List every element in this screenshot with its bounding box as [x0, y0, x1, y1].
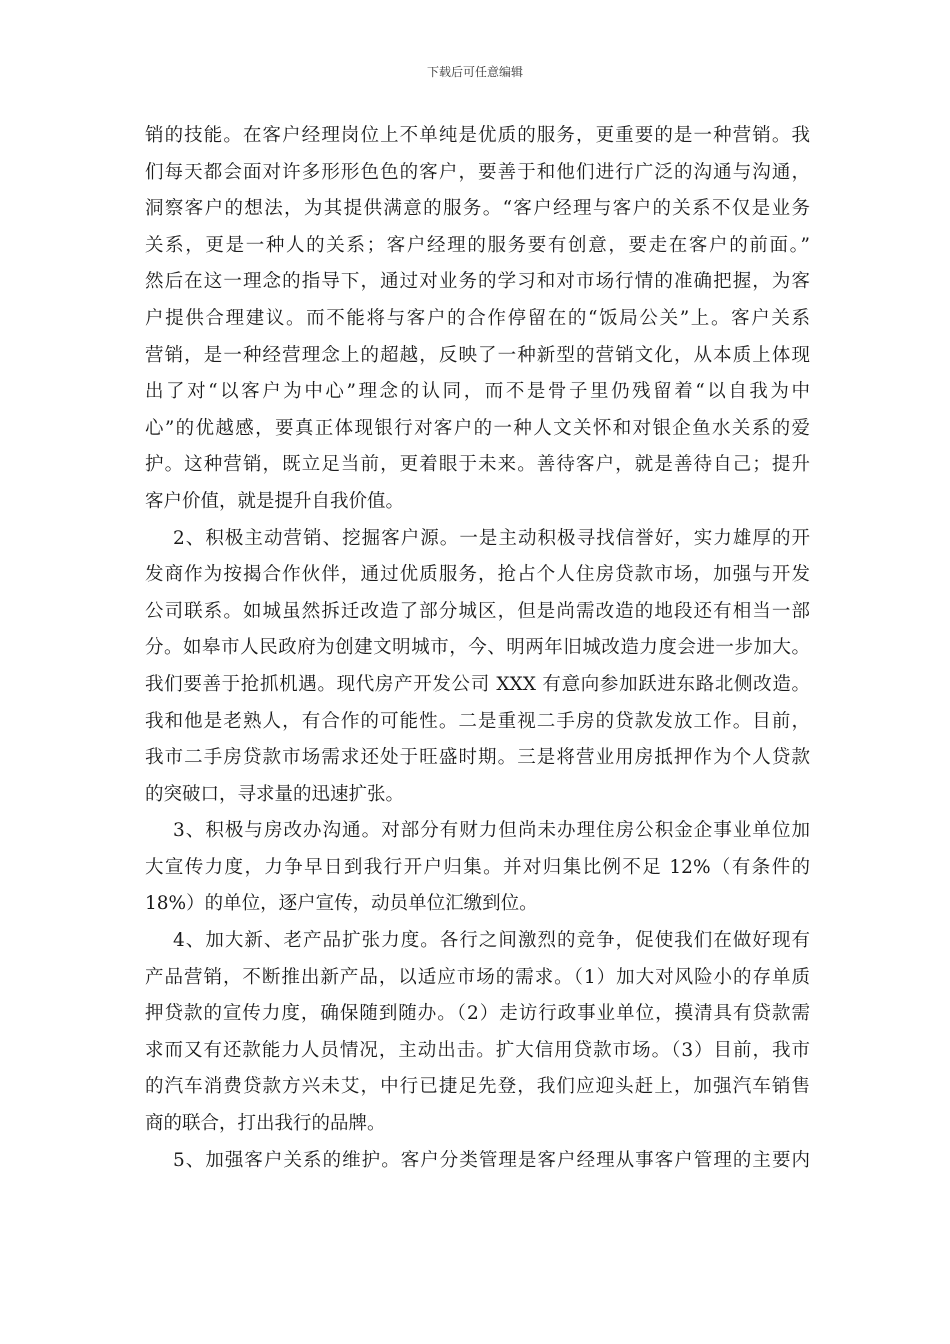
text-line: 关系，更是一种人的关系；客户经理的服务要有创意，要走在客户的前面。”: [145, 234, 810, 256]
text-line: 出了对“以客户为中心”理念的认同，而不是骨子里仍残留着“以自我为中: [145, 381, 810, 403]
text-line: 的汽车消费贷款方兴未艾，中行已捷足先登，我们应迎头赶上，加强汽车销售: [145, 1076, 810, 1098]
page-header: 下载后可任意编辑: [426, 65, 523, 79]
text-line: 户提供合理建议。而不能将与客户的合作停留在的“饭局公关”上。客户关系: [145, 307, 810, 329]
text-line: 我和他是老熟人，有合作的可能性。二是重视二手房的贷款发放工作。目前，: [145, 710, 810, 732]
text-line: 我市二手房贷款市场需求还处于旺盛时期。三是将营业用房抵押作为个人贷款: [145, 747, 810, 769]
text-line: 护。这种营销，既立足当前，更着眼于未来。善待客户，就是善待自己；提升: [145, 454, 810, 476]
text-line: 5、加强客户关系的维护。客户分类管理是客户经理从事客户管理的主要内: [173, 1149, 810, 1171]
text-line: 求而又有还款能力人员情况，主动出击。扩大信用贷款市场。（3）目前，我市: [145, 1039, 810, 1061]
text-line: 客户价值，就是提升自我价值。: [145, 490, 405, 512]
text-line: 营销，是一种经营理念上的超越，反映了一种新型的营销文化，从本质上体现: [145, 344, 810, 366]
text-line: 分。如皋市人民政府为创建文明城市，今、明两年旧城改造力度会进一步加大。: [145, 637, 810, 659]
text-line: 洞察客户的想法，为其提供满意的服务。“客户经理与客户的关系不仅是业务: [145, 198, 810, 220]
text-line: 公司联系。如城虽然拆迁改造了部分城区，但是尚需改造的地段还有相当一部: [145, 600, 810, 622]
text-line: 商的联合，打出我行的品牌。: [145, 1113, 386, 1135]
text-line: 们每天都会面对许多形形色色的客户，要善于和他们进行广泛的沟通与沟通，: [145, 161, 810, 183]
text-line: 心”的优越感，要真正体现银行对客户的一种人文关怀和对银企鱼水关系的爱: [145, 417, 810, 439]
text-line: 4、加大新、老产品扩张力度。各行之间激烈的竞争，促使我们在做好现有: [173, 930, 810, 952]
text-line: 我们要善于抢抓机遇。现代房产开发公司 XXX 有意向参加跃进东路北侧改造。: [145, 673, 810, 695]
text-line: 大宣传力度，力争早日到我行开户归集。并对归集比例不足 12%（有条件的: [145, 856, 810, 878]
text-line: 的突破口，寻求量的迅速扩张。: [145, 783, 405, 805]
text-line: 发商作为按揭合作伙伴，通过优质服务，抢占个人住房贷款市场，加强与开发: [145, 564, 810, 586]
text-line: 产品营销，不断推出新产品，以适应市场的需求。（1）加大对风险小的存单质: [145, 966, 810, 988]
text-line: 3、积极与房改办沟通。对部分有财力但尚未办理住房公积金企事业单位加: [173, 820, 810, 842]
text-line: 销的技能。在客户经理岗位上不单纯是优质的服务，更重要的是一种营销。我: [145, 125, 810, 146]
text-line: 押贷款的宣传力度，确保随到随办。（2）走访行政事业单位，摸清具有贷款需: [145, 1003, 810, 1025]
text-line: 然后在这一理念的指导下，通过对业务的学习和对市场行情的准确把握，为客: [145, 271, 810, 293]
body-text: [145, 118, 810, 1179]
text-line: 18%）的单位，逐户宣传，动员单位汇缴到位。: [145, 893, 538, 915]
text-line: 2、积极主动营销、挖掘客户源。一是主动积极寻找信誉好，实力雄厚的开: [173, 527, 810, 549]
